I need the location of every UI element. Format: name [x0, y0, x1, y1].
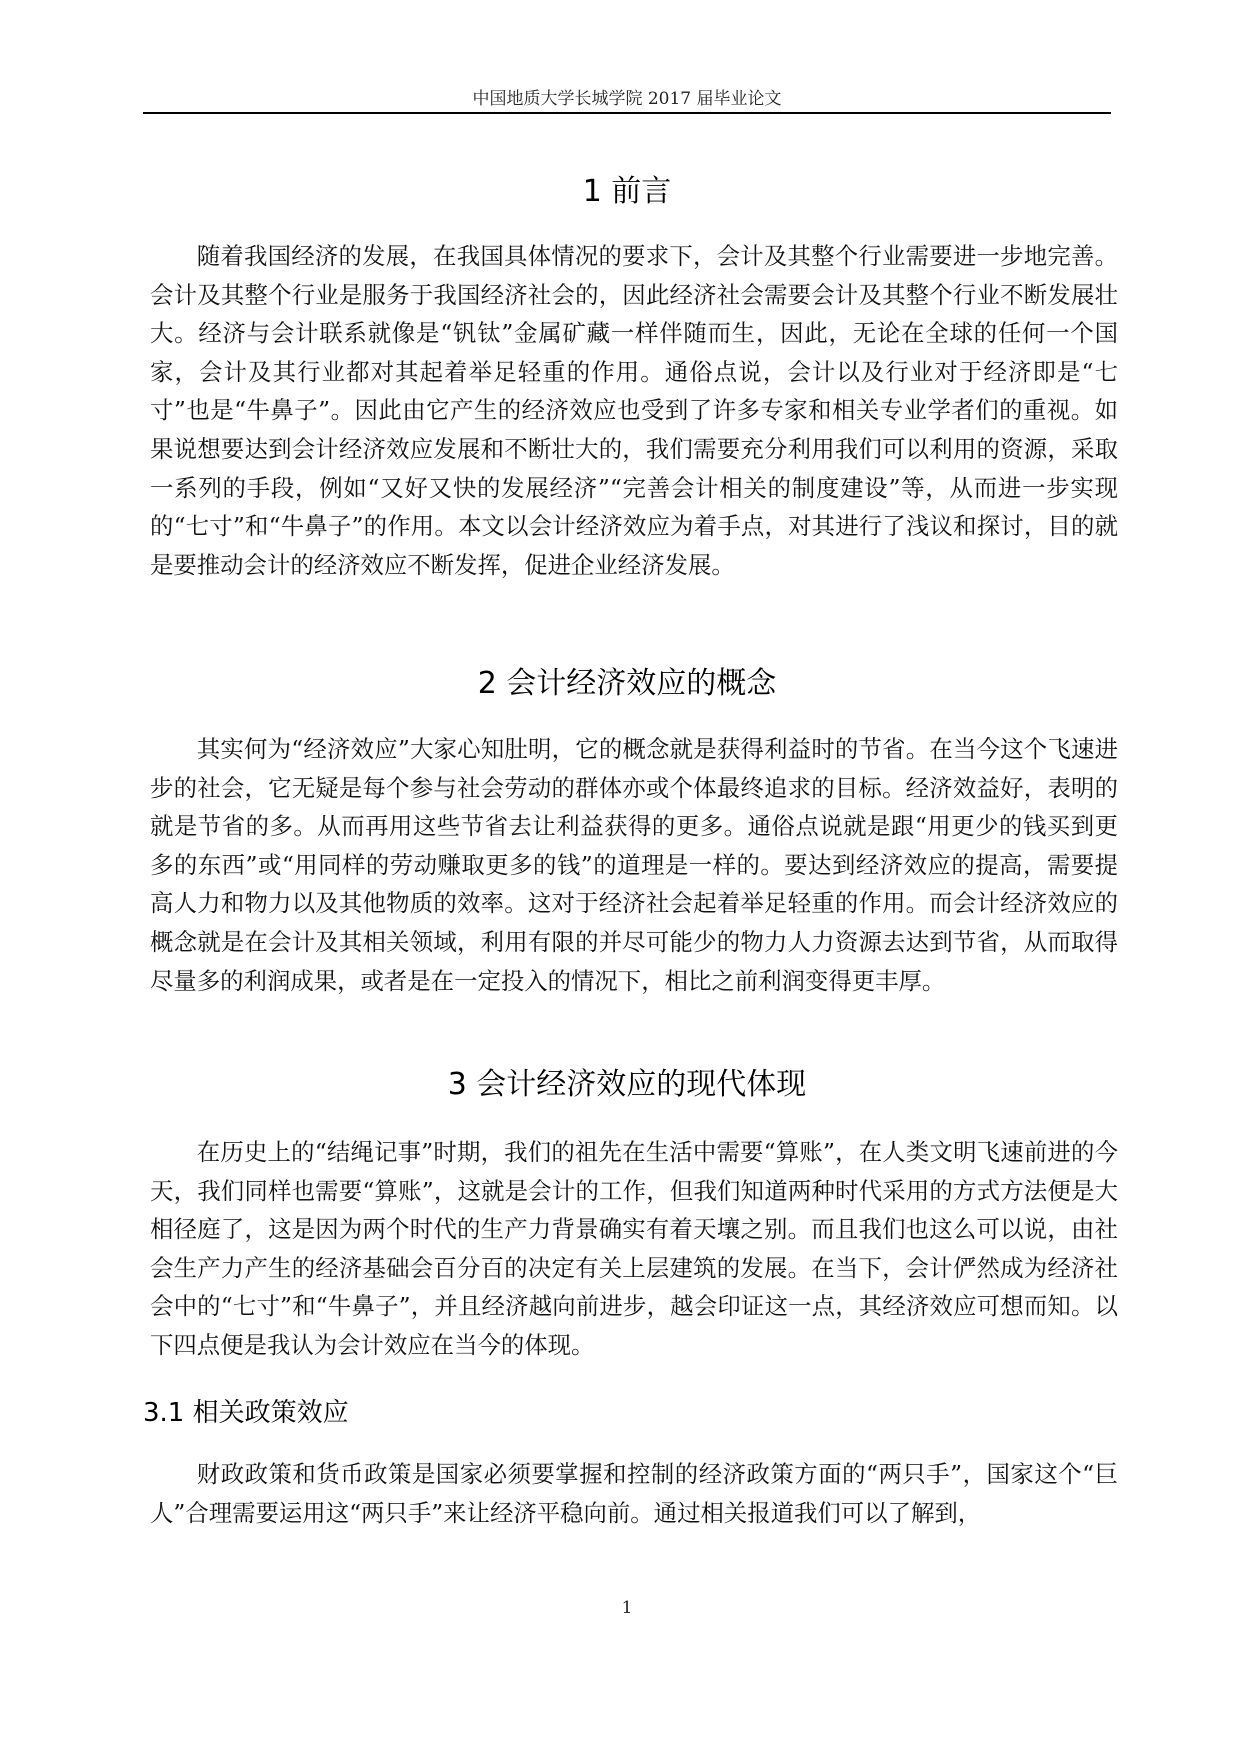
subsection-3-1-paragraph: 财政政策和货币政策是国家必须要掌握和控制的经济政策方面的“两只手”，国家这个“巨人”合理需要运用这“两只手”来让经济平稳向前。通过相关报道我们可以了解到，: [150, 1460, 1118, 1527]
subsection-3-1-heading: 3.1 相关政策效应: [143, 1398, 349, 1428]
section-3-paragraph: 在历史上的“结绳记事”时期，我们的祖先在生活中需要“算账”，在人类文明飞速前进的今天，我们同样也需要“算账”，这就是会计的工作，但我们知道两种时代采用的方式方法便是大相径庭了，这是因为两个时代的生产力背景确实有着天壤之别。而且我们也这么可以说，由社会生产力产生的经济基础会百分百的决定有关上层建筑的发展。在当下，会计俨然成为经济社会中的“七寸”和“牛鼻子”，并且经济越向前进步，越会印证这一点，其经济效应可想而知。以下四点便是我认为会计效应在当今的体现。: [150, 1138, 1118, 1359]
section-3-heading: 3 会计经济效应的现代体现: [447, 1067, 807, 1102]
section-2-paragraph: 其实何为“经济效应”大家心知肚明，它的概念就是获得利益时的节省。在当今这个飞速进步的社会，它无疑是每个参与社会劳动的群体亦或个体最终追求的目标。经济效益好，表明的就是节省的多。从而再用这些节省去让利益获得的更多。通俗点说就是跟“用更少的钱买到更多的东西”或“用同样的劳动赚取更多的钱”的道理是一样的。要达到经济效应的提高，需要提高人力和物力以及其他物质的效率。这对于经济社会起着举足轻重的作用。而会计经济效应的概念就是在会计及其相关领域，利用有限的并尽可能少的物力人力资源去达到节省，从而取得尽量多的利润成果，或者是在一定投入的情况下，相比之前利润变得更丰厚。: [150, 735, 1118, 995]
header-rule: [143, 112, 1111, 114]
section-1-paragraph: 随着我国经济的发展，在我国具体情况的要求下，会计及其整个行业需要进一步地完善。会计及其整个行业是服务于我国经济社会的，因此经济社会需要会计及其整个行业不断发展壮大。经济与会计联系就像是“钒钛”金属矿藏一样伴随而生，因此，无论在全球的任何一个国家，会计及其行业都对其起着举足轻重的作用。通俗点说，会计以及行业对于经济即是“七寸”也是“牛鼻子”。因此由它产生的经济效应也受到了许多专家和相关专业学者们的重视。如果说想要达到会计经济效应发展和不断壮大的，我们需要充分利用我们可以利用的资源，采取一系列的手段，例如“又好又快的发展经济”“完善会计相关的制度建设”等，从而进一步实现的“七寸”和“牛鼻子”的作用。本文以会计经济效应为着手点，对其进行了浅议和探讨，目的就是要推动会计的经济效应不断发挥，促进企业经济发展。: [150, 242, 1118, 579]
running-header: 中国地质大学长城学院 2017 届毕业论文: [472, 89, 782, 109]
section-1-heading: 1 前言: [582, 174, 672, 209]
page-number: 1: [621, 1598, 633, 1618]
section-2-heading: 2 会计经济效应的概念: [477, 666, 777, 701]
